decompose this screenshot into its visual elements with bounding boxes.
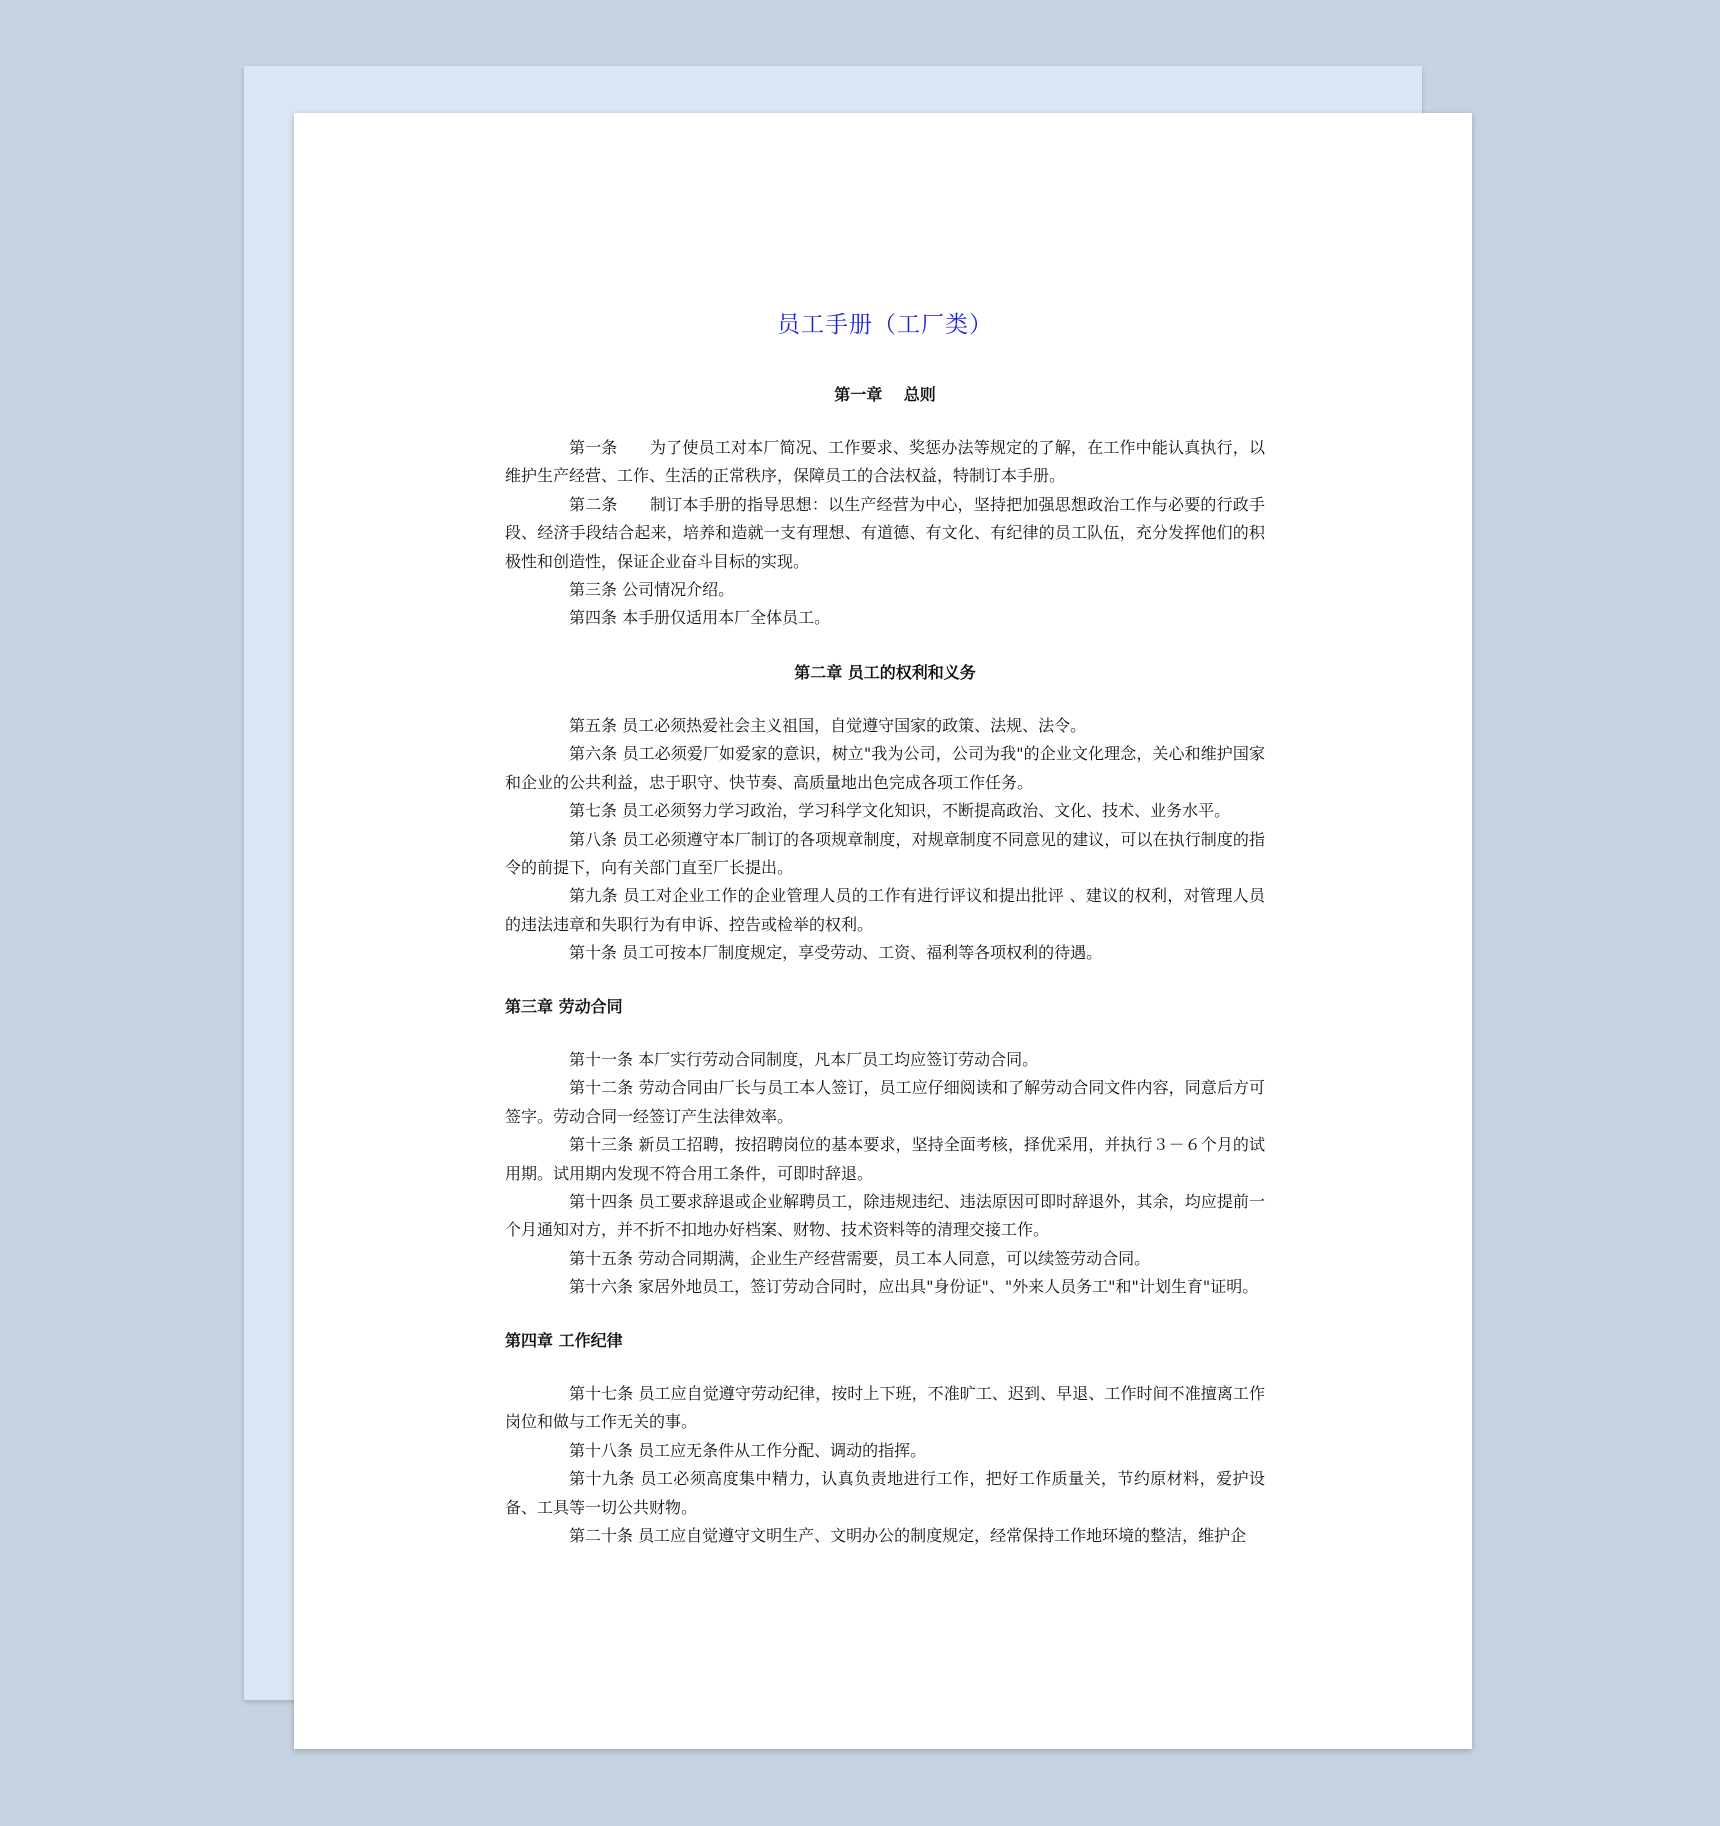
chapter-body [505, 434, 1265, 633]
article-text: 员工可按本厂制度规定，享受劳动、工资、福利等各项权利的待遇。 [622, 943, 1103, 963]
article-text: 员工必须努力学习政治，学习科学文化知识，不断提高政治、文化、技术、业务水平。 [622, 801, 1231, 821]
article-number: 第十三条 [569, 1135, 639, 1155]
article-paragraph [505, 1522, 1265, 1550]
chapter-heading: 第四章 工作纪律 [505, 1331, 623, 1350]
article-text: 员工应自觉遵守文明生产、文明办公的制度规定，经常保持工作地环境的整洁，维护企 [638, 1526, 1247, 1546]
article-number: 第五条 [569, 716, 623, 735]
article-number: 第二条 [569, 494, 650, 514]
article-text: 制订本手册的指导思想：以生产经营为中心，坚持把加强思想政治工作与必要的行政手段、经济手段结合起来，培养和造就一支有理想、有道德、有文化、有纪律的员工队伍，充分发挥他们的积极性和创造性，保证企业奋斗目标的实现。 [505, 494, 1265, 571]
article-number: 第十七条 [569, 1384, 639, 1403]
article-text: 家居外地员工，签订劳动合同时，应出具"身份证"、"外来人员务工"和"计划生育"证明。 [638, 1277, 1259, 1297]
article-number: 第十二条 [569, 1078, 639, 1098]
article-text: 员工必须遵守本厂制订的各项规章制度，对规章制度不同意见的建议，可以在执行制度的指令的前提下，向有关部门直至厂长提出。 [505, 829, 1265, 878]
article-paragraph [505, 797, 1265, 825]
article-paragraph [505, 1465, 1265, 1522]
article-number: 第十条 [569, 943, 623, 963]
article-text: 员工应无条件从工作分配、调动的指挥。 [638, 1440, 927, 1460]
article-number: 第一条 [569, 438, 650, 457]
article-paragraph [505, 882, 1265, 939]
article-paragraph [505, 1046, 1265, 1074]
article-text: 员工对企业工作的企业管理人员的工作有进行评议和提出批评 、建议的权利，对管理人员的违法违章和失职行为有申诉、控告或检举的权利。 [505, 886, 1265, 934]
article-number: 第二十条 [569, 1526, 639, 1546]
chapter-body [505, 712, 1265, 968]
article-number: 第九条 [569, 886, 624, 906]
article-paragraph [505, 712, 1265, 740]
article-paragraph [505, 939, 1265, 967]
article-paragraph [505, 826, 1265, 883]
article-text: 本手册仅适用本厂全体员工。 [622, 608, 831, 628]
article-number: 第十六条 [569, 1277, 639, 1297]
chapter-heading: 第三章 劳动合同 [505, 997, 623, 1016]
chapter-heading: 第一章 总则 [834, 385, 936, 404]
article-text: 劳动合同期满，企业生产经营需要，员工本人同意，可以续签劳动合同。 [638, 1248, 1151, 1268]
article-number: 第十八条 [569, 1440, 639, 1460]
article-paragraph [505, 1131, 1265, 1188]
article-paragraph [505, 1437, 1265, 1465]
article-number: 第七条 [569, 801, 623, 821]
article-paragraph [505, 1245, 1265, 1273]
article-paragraph [505, 1380, 1265, 1437]
article-number: 第三条 [569, 580, 623, 600]
article-text: 本厂实行劳动合同制度，凡本厂员工均应签订劳动合同。 [638, 1050, 1039, 1069]
document-title: 员工手册（工厂类） [777, 312, 993, 338]
article-text: 公司情况介绍。 [622, 580, 735, 600]
document-page [294, 113, 1472, 1749]
chapter-body [505, 1380, 1265, 1550]
chapter-heading: 第二章 员工的权利和义务 [794, 663, 976, 682]
chapter-body [505, 1046, 1265, 1302]
article-text: 员工必须高度集中精力，认真负责地进行工作，把好工作质量关，节约原材料，爱护设备、工具等一切公共财物。 [505, 1469, 1265, 1517]
article-number: 第六条 [569, 744, 623, 764]
article-paragraph [505, 1188, 1265, 1245]
article-paragraph [505, 1074, 1265, 1131]
article-paragraph [505, 740, 1265, 797]
article-number: 第十五条 [569, 1248, 639, 1268]
article-number: 第十一条 [569, 1050, 639, 1069]
article-number: 第十四条 [569, 1192, 639, 1212]
article-text: 新员工招聘，按招聘岗位的基本要求，坚持全面考核，择优采用，并执行３－６个月的试用期。试用期内发现不符合用工条件，可即时辞退。 [505, 1135, 1265, 1183]
article-number: 第十九条 [569, 1469, 641, 1489]
article-text: 员工应自觉遵守劳动纪律，按时上下班，不准旷工、迟到、早退、工作时间不准擅离工作岗位和做与工作无关的事。 [505, 1384, 1265, 1432]
article-paragraph [505, 491, 1265, 576]
article-number: 第四条 [569, 608, 623, 628]
article-number: 第八条 [569, 829, 623, 849]
article-text: 劳动合同由厂长与员工本人签订，员工应仔细阅读和了解劳动合同文件内容，同意后方可签字。劳动合同一经签订产生法律效率。 [505, 1078, 1265, 1126]
article-text: 员工要求辞退或企业解聘员工，除违规违纪、违法原因可即时辞退外，其余，均应提前一个月通知对方，并不折不扣地办好档案、财物、技术资料等的清理交接工作。 [505, 1192, 1265, 1240]
article-paragraph [505, 434, 1265, 491]
article-text: 员工必须热爱社会主义祖国，自觉遵守国家的政策、法规、法令。 [622, 716, 1087, 735]
article-paragraph [505, 1273, 1265, 1301]
article-paragraph [505, 576, 1265, 604]
article-text: 为了使员工对本厂简况、工作要求、奖惩办法等规定的了解，在工作中能认真执行，以维护生产经营、工作、生活的正常秩序，保障员工的合法权益，特制订本手册。 [505, 438, 1265, 486]
article-paragraph [505, 604, 1265, 632]
article-text: 员工必须爱厂如爱家的意识，树立"我为公司，公司为我"的企业文化理念，关心和维护国家和企业的公共利益，忠于职守、快节奏、高质量地出色完成各项工作任务。 [505, 744, 1265, 792]
